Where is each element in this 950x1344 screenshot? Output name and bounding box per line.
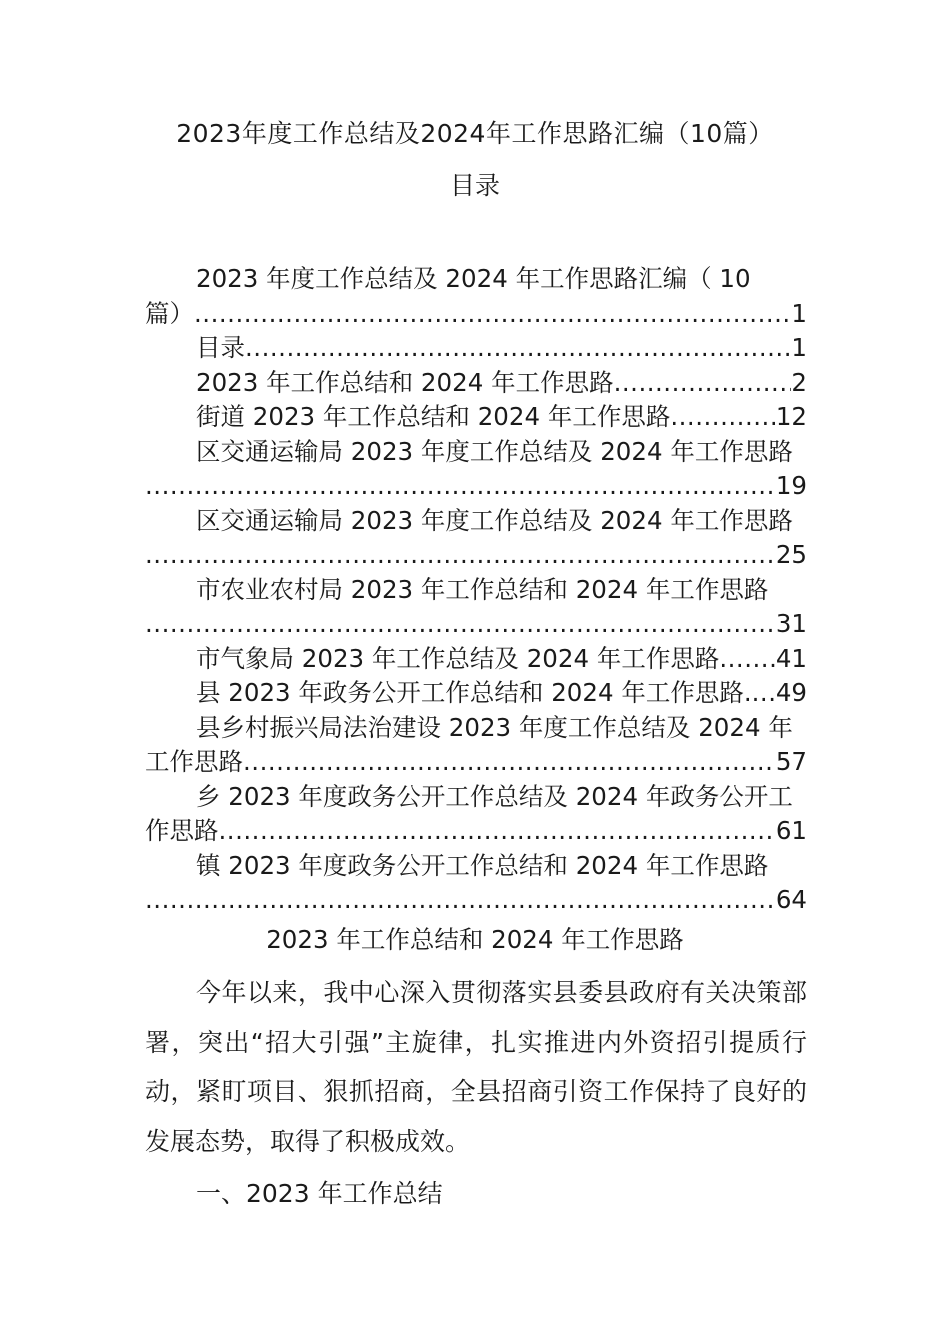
toc-entry-title: 区交通运输局 2023 年度工作总结及 2024 年工作思路 <box>196 436 793 466</box>
toc-heading: 目录 <box>449 171 500 200</box>
toc-entry[interactable] <box>145 504 807 573</box>
toc-page-number: 25 <box>775 540 807 569</box>
toc-entry-title: 市气象局 2023 年工作总结及 2024 年工作思路 <box>196 643 720 673</box>
toc-page-number: 31 <box>775 609 807 638</box>
toc-dot-leader <box>245 331 791 366</box>
toc-dot-leader <box>194 297 791 332</box>
toc-page-number: 1 <box>791 333 807 362</box>
toc-dot-leader <box>614 366 792 401</box>
document-title: 2023年度工作总结及2024年工作思路汇编（10篇） <box>176 119 774 148</box>
toc-entry-title: 市农业农村局 2023 年工作总结和 2024 年工作思路 <box>196 574 769 604</box>
toc-entry[interactable] <box>145 676 807 711</box>
toc-page-number: 19 <box>775 471 807 500</box>
toc-entry[interactable] <box>145 642 807 677</box>
toc-dot-leader <box>752 676 776 711</box>
toc-entry[interactable] <box>145 400 807 435</box>
toc-entry[interactable] <box>145 366 807 401</box>
toc-entry[interactable] <box>145 331 807 366</box>
toc-page-number: 2 <box>791 367 807 397</box>
toc-page-number: 61 <box>775 816 807 845</box>
toc-page-number: 57 <box>775 747 807 776</box>
sub-heading: 一、2023 年工作总结 <box>196 1179 443 1208</box>
toc-entry-title: 县乡村振兴局法治建设 2023 年度工作总结及 2024 年 <box>196 712 793 742</box>
toc-page-number: 12 <box>775 402 807 431</box>
toc-dot-leader <box>243 745 776 780</box>
toc-page-number: 64 <box>775 885 807 914</box>
toc-entry[interactable] <box>145 711 807 780</box>
body-paragraph: 今年以来，我中心深入贯彻落实县委县政府有关决策部署，突出“招大引强”主旋律，扎实推进内外资招引提质行动，紧盯项目、狠抓招商，全县招商引资工作保持了良好的发展态势，取得了积极成效。 <box>145 978 807 1156</box>
toc-entry-title-continued: 作思路 <box>145 816 219 845</box>
toc-dot-leader <box>145 538 776 573</box>
toc-entry[interactable] <box>145 849 807 918</box>
toc-entry[interactable] <box>145 435 807 504</box>
table-of-contents <box>145 262 807 918</box>
toc-dot-leader <box>145 469 776 504</box>
toc-entry-title-continued: 工作思路 <box>145 747 243 776</box>
section-heading: 2023 年工作总结和 2024 年工作思路 <box>266 925 684 954</box>
toc-entry-title: 2023 年工作总结和 2024 年工作思路 <box>196 367 614 397</box>
toc-dot-leader <box>219 814 776 849</box>
toc-entry[interactable] <box>145 780 807 849</box>
toc-page-number: 1 <box>791 298 807 328</box>
toc-entry-title: 乡 2023 年度政务公开工作总结及 2024 年政务公开工 <box>196 781 793 811</box>
toc-entry-title: 2023 年度工作总结及 2024 年工作思路汇编（ 10 <box>196 264 751 293</box>
toc-entry-title: 镇 2023 年度政务公开工作总结和 2024 年工作思路 <box>196 850 769 880</box>
toc-dot-leader <box>145 607 776 642</box>
toc-entry[interactable] <box>145 573 807 642</box>
toc-dot-leader <box>719 642 775 677</box>
toc-entry-title: 目录 <box>196 333 245 362</box>
toc-dot-leader <box>145 883 776 918</box>
toc-entry[interactable] <box>145 262 807 331</box>
toc-page-number: 49 <box>775 678 807 707</box>
toc-entry-title: 街道 2023 年工作总结和 2024 年工作思路 <box>196 402 671 431</box>
toc-dot-leader <box>670 400 775 435</box>
toc-entry-title-continued: 篇） <box>145 298 194 328</box>
toc-page-number: 41 <box>775 643 807 673</box>
toc-entry-title: 县 2023 年政务公开工作总结和 2024 年工作思路. <box>196 678 752 707</box>
toc-entry-title: 区交通运输局 2023 年度工作总结及 2024 年工作思路 <box>196 505 793 535</box>
